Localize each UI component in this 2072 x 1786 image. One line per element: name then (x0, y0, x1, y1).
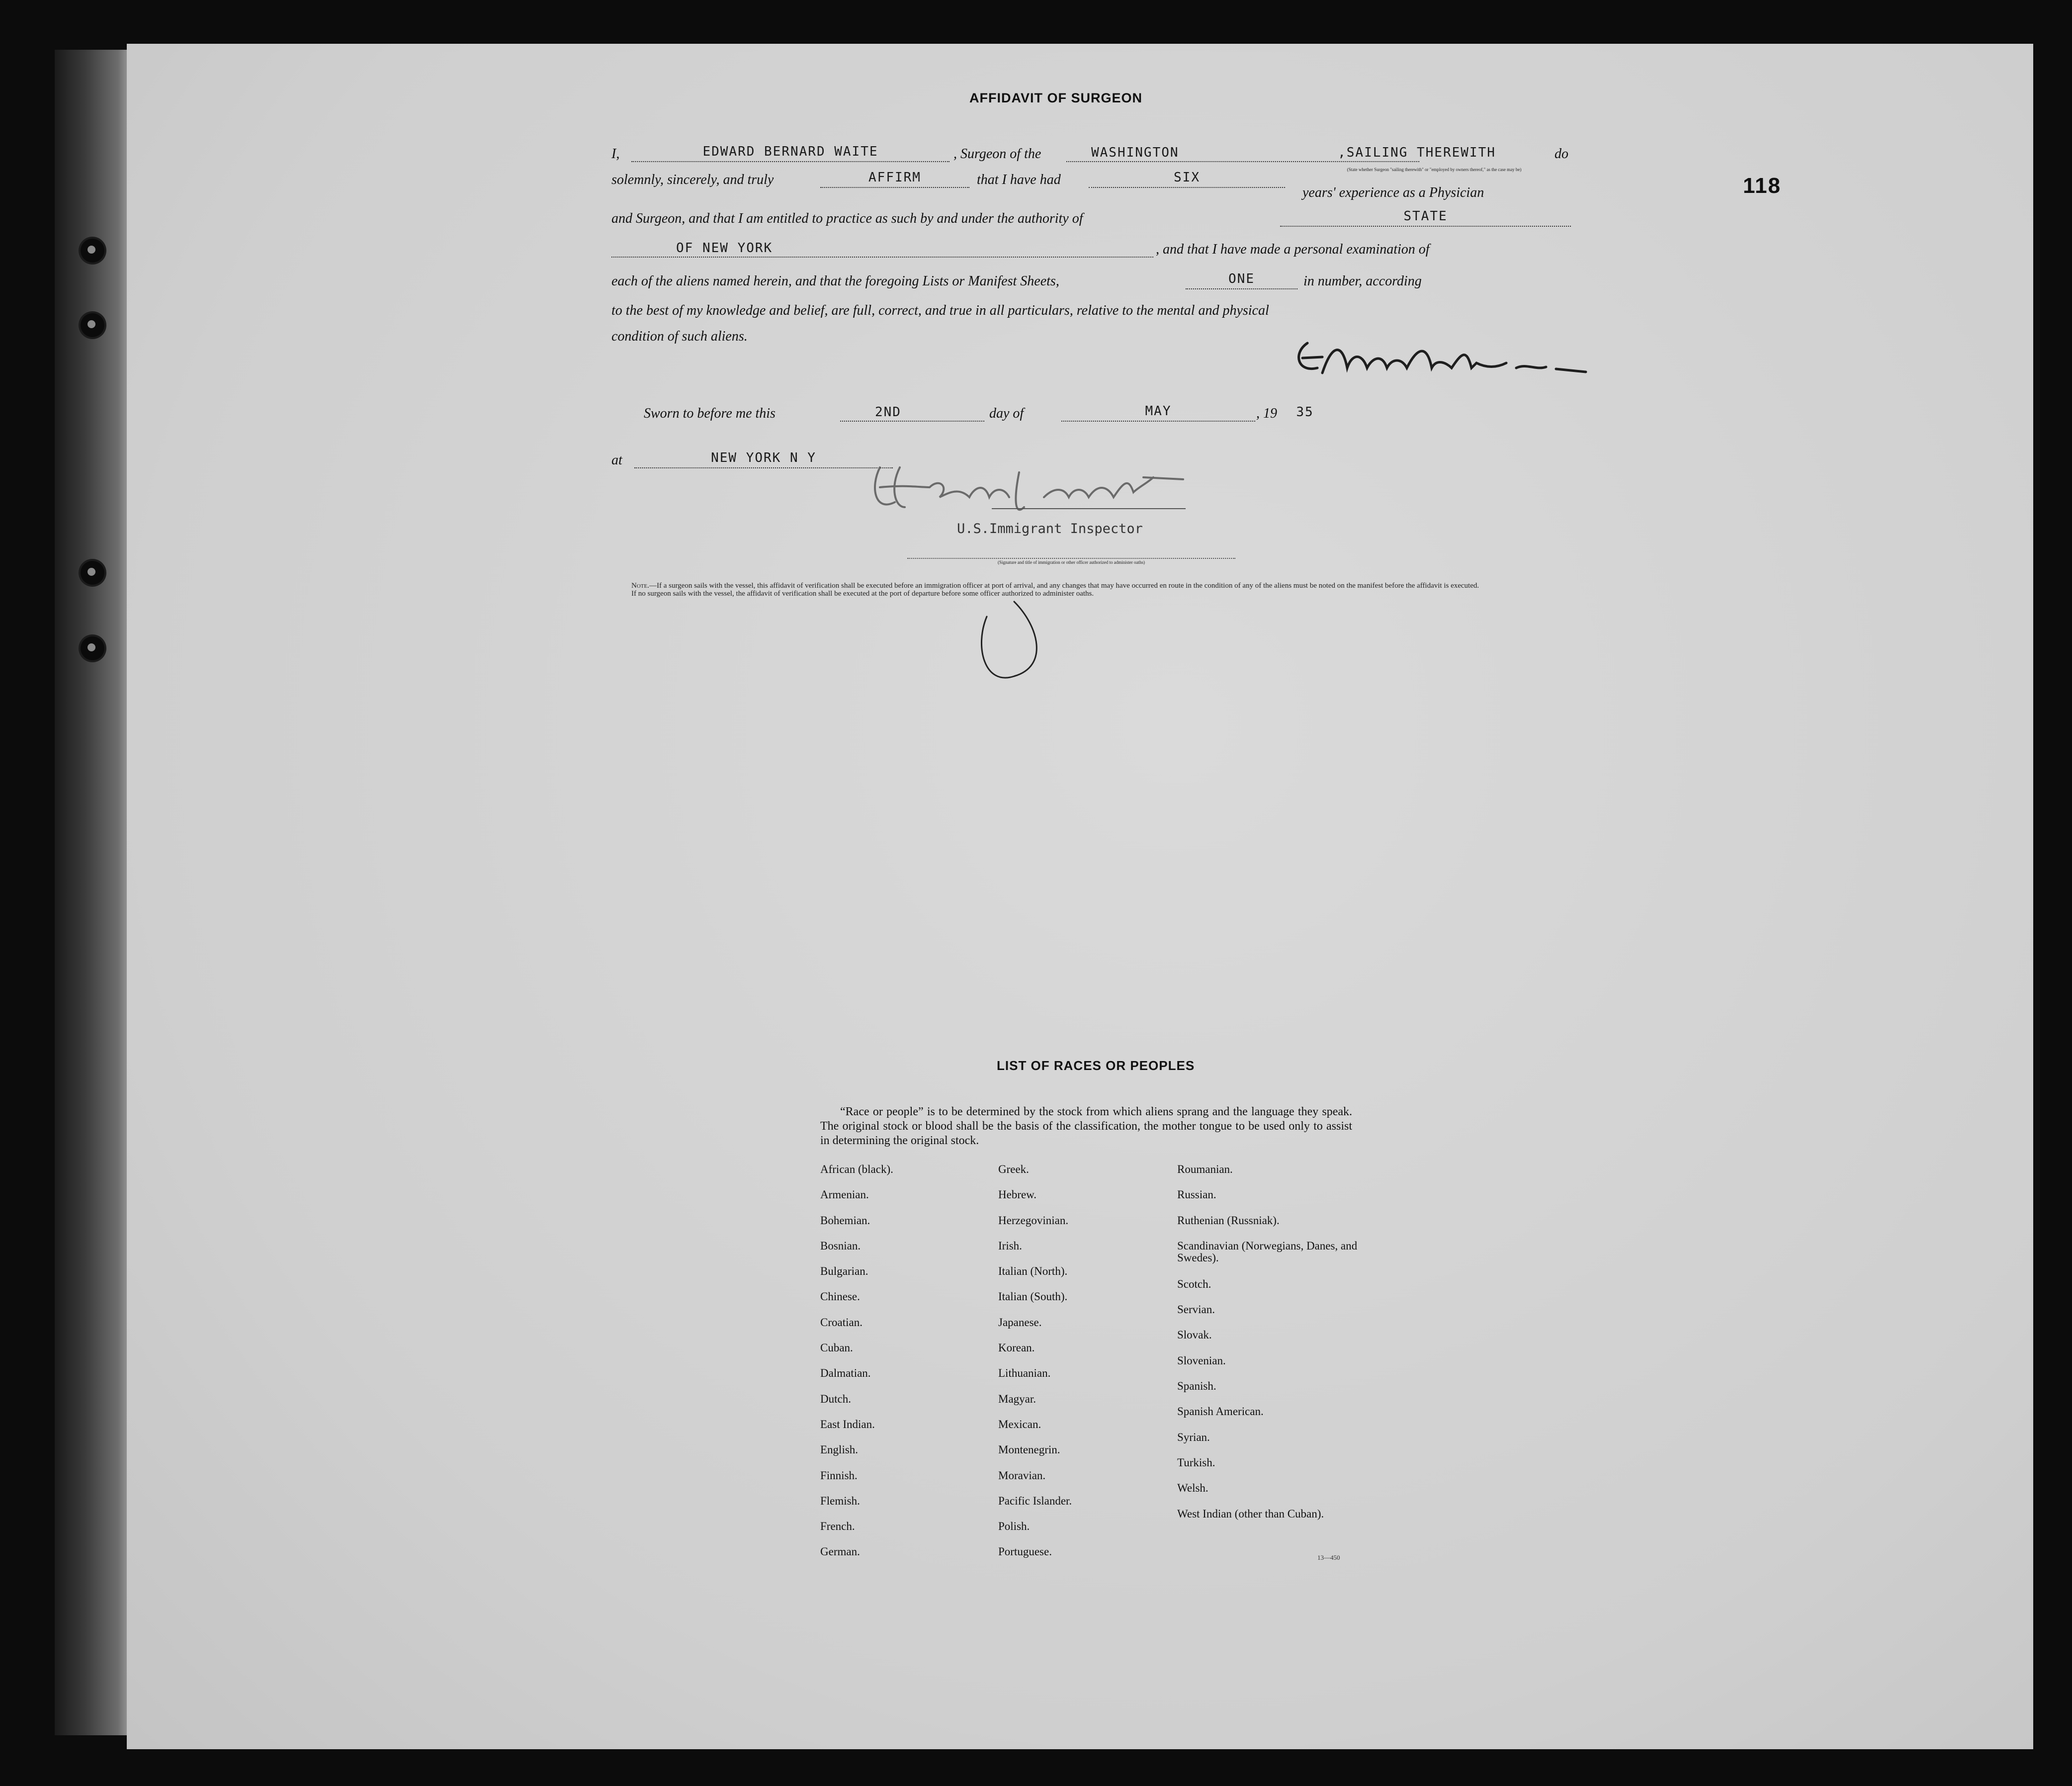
sworn-month-field: MAY (1061, 404, 1255, 422)
race-list-item: Polish. (998, 1520, 1030, 1533)
years-experience-field: SIX (1089, 170, 1285, 188)
affidavit-line-3 (611, 206, 1571, 231)
sworn-year-field: 35 (1296, 405, 1314, 420)
officer-caption: (Signature and title of immigration or other officer authorized to administer oaths) (998, 560, 1145, 565)
race-list-item: Russian. (1177, 1188, 1216, 1201)
race-list-item: Flemish. (820, 1494, 860, 1507)
race-list-item: French. (820, 1520, 855, 1533)
authority-field: STATE (1280, 209, 1571, 227)
races-column-2 (998, 1163, 1157, 1572)
binder-hole (81, 636, 104, 660)
race-list-item: Bosnian. (820, 1239, 861, 1252)
race-list-item: Turkish. (1177, 1456, 1215, 1469)
race-list-item: Syrian. (1177, 1430, 1210, 1443)
officer-caption-line (907, 558, 1235, 559)
sworn-year-prefix: , 19 (1256, 406, 1277, 421)
race-list-item: Hebrew. (998, 1188, 1037, 1201)
race-list-item: Greek. (998, 1163, 1029, 1175)
note-label: Note. (631, 582, 649, 590)
race-list-item: Portuguese. (998, 1545, 1052, 1558)
line2-middle: that I have had (977, 172, 1061, 187)
binder-hole (81, 313, 104, 337)
surgeon-name-field: EDWARD BERNARD WAITE (631, 144, 950, 162)
line2-suffix: years' experience as a Physician (1302, 185, 1484, 200)
vessel-name-field: WASHINGTON (1066, 145, 1419, 162)
line4-suffix: , and that I have made a personal examination of (1156, 242, 1430, 257)
race-list-item: Spanish American. (1177, 1405, 1264, 1418)
race-list-item: Dalmatian. (820, 1367, 871, 1380)
race-list-item: Dutch. (820, 1392, 851, 1405)
affidavit-line-4 (611, 237, 1571, 262)
race-list-item: Slovenian. (1177, 1354, 1226, 1367)
officer-signature (865, 457, 1193, 691)
race-list-item: German. (820, 1545, 860, 1558)
line2-prefix: solemnly, sincerely, and truly (611, 172, 774, 187)
affidavit-line-5 (611, 268, 1571, 293)
race-list-item: East Indian. (820, 1418, 875, 1430)
line5-prefix: each of the aliens named herein, and that the foregoing Lists or Manifest Sheets, (611, 273, 1059, 289)
race-list-item: African (black). (820, 1163, 893, 1175)
race-list-item: Chinese. (820, 1290, 860, 1303)
affidavit-line-2-tail (1302, 180, 1581, 205)
line1-suffix: do (1554, 146, 1568, 162)
race-list-item: Slovak. (1177, 1329, 1212, 1341)
binder-hole (81, 561, 104, 585)
surgeon-relation-field: ,SAILING THEREWITH (1338, 145, 1496, 160)
affidavit-title: AFFIDAVIT OF SURGEON (969, 90, 1142, 105)
surgeon-signature (1288, 333, 1596, 388)
line1-prefix: I, (611, 146, 620, 162)
race-list-item: Welsh. (1177, 1482, 1209, 1495)
race-list-item: Magyar. (998, 1392, 1036, 1405)
affidavit-line-6: to the best of my knowledge and belief, are full, correct, and true in all particulars, relative to the mental and physical (611, 303, 1269, 318)
race-list-item: Finnish. (820, 1469, 858, 1482)
races-column-3 (1177, 1163, 1376, 1546)
binder-hole (81, 239, 104, 263)
race-list-item: English. (820, 1443, 859, 1456)
officer-signature-line (992, 508, 1186, 509)
race-list-item: Montenegrin. (998, 1443, 1060, 1456)
officer-title: U.S.Immigrant Inspector (957, 521, 1143, 536)
races-intro: “Race or people” is to be determined by the stock from which aliens sprang and the language they speak. The original stock or blood shall be the basis of the classification, the mother tongue to be used only to assist in determining the original stock. (820, 1105, 1352, 1147)
sworn-at: at (611, 452, 622, 468)
race-list-item: West Indian (other than Cuban). (1177, 1507, 1324, 1520)
race-list-item: Lithuanian. (998, 1367, 1051, 1380)
oath-type-field: AFFIRM (820, 170, 969, 188)
race-list-item: Mexican. (998, 1418, 1041, 1430)
manifest-count-field: ONE (1186, 271, 1297, 289)
race-list-item: Bulgarian. (820, 1265, 868, 1278)
race-list-item: Cuban. (820, 1341, 853, 1354)
races-title: LIST OF RACES OR PEOPLES (997, 1058, 1195, 1073)
race-list-item: Scandinavian (Norwegians, Danes, and Swedes). (1177, 1239, 1358, 1264)
race-list-item: Ruthenian (Russniak). (1177, 1214, 1280, 1227)
form-number: 13—450 (1317, 1554, 1340, 1561)
races-column-1 (820, 1163, 979, 1572)
race-list-item: Japanese. (998, 1316, 1042, 1329)
line5-suffix: in number, according (1303, 273, 1422, 289)
race-list-item: Scotch. (1177, 1277, 1211, 1290)
note-text-2: If no surgeon sails with the vessel, the affidavit of verification shall be executed at the port of departure before some officer authorized to administer oaths. (631, 590, 1094, 598)
race-list-item: Herzegovinian. (998, 1214, 1069, 1227)
race-list-item: Italian (North). (998, 1265, 1068, 1278)
sworn-day-of: day of (989, 406, 1024, 421)
affidavit-line-1 (611, 141, 1571, 166)
sworn-place-field: NEW YORK N Y (634, 450, 893, 468)
note-block (609, 582, 1573, 598)
line3-text: and Surgeon, and that I am entitled to practice as such by and under the authority of (611, 211, 1083, 226)
race-list-item: Irish. (998, 1239, 1022, 1252)
race-list-item: Roumanian. (1177, 1163, 1233, 1175)
race-list-item: Croatian. (820, 1316, 863, 1329)
page-number: 118 (1743, 174, 1781, 198)
race-list-item: Korean. (998, 1341, 1035, 1354)
relation-note: (State whether Surgeon "sailing therewith" or "employed by owners thereof," as the case may be) (1347, 167, 1522, 172)
race-list-item: Moravian. (998, 1469, 1046, 1482)
race-list-item: Pacific Islander. (998, 1494, 1072, 1507)
sworn-line (644, 401, 1340, 426)
race-list-item: Spanish. (1177, 1380, 1216, 1393)
line1-surgeon-of: , Surgeon of the (953, 146, 1041, 162)
sworn-prefix: Sworn to before me this (644, 406, 776, 421)
affidavit-line-7: condition of such aliens. (611, 329, 748, 344)
authority-continuation-field: OF NEW YORK (611, 241, 1153, 258)
note-text-1: —If a surgeon sails with the vessel, this affidavit of verification shall be executed before an immigration officer at port of arrival, and any changes that may have occurred en route in the condition of any of the aliens must be noted on the manifest before the affidavit is executed. (649, 582, 1479, 590)
race-list-item: Bohemian. (820, 1214, 870, 1227)
sworn-day-field: 2ND (840, 405, 984, 422)
binder-strip (55, 50, 129, 1735)
race-list-item: Armenian. (820, 1188, 869, 1201)
race-list-item: Servian. (1177, 1303, 1215, 1316)
race-list-item: Italian (South). (998, 1290, 1068, 1303)
